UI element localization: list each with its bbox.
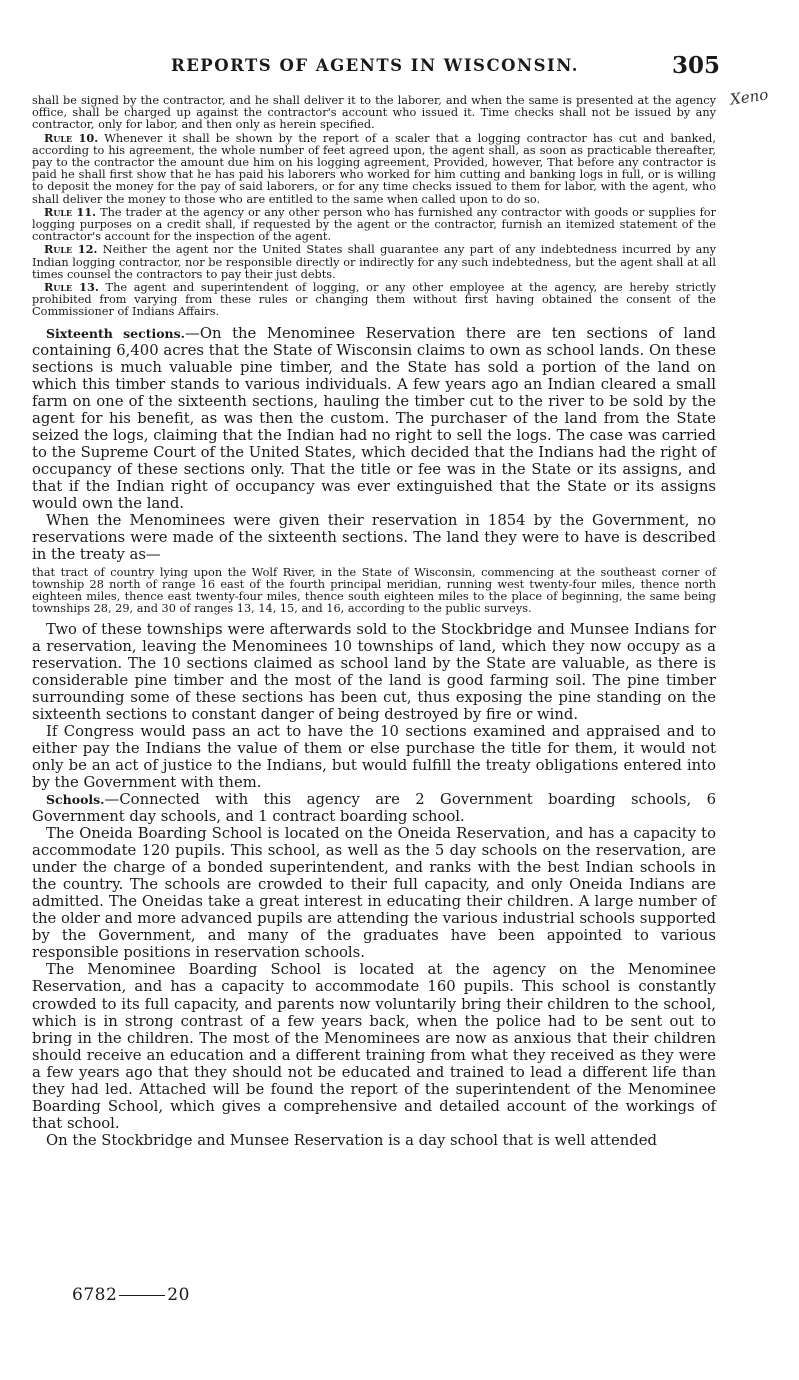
- section-heading: Sixteenth sections.: [46, 325, 186, 341]
- rule-13: [32, 281, 716, 319]
- rule-text: The agent and superintendent of logging, or any other employee at the agency, are hereby strictly prohibited from varying from these rules or changing them without first having obtained the consent of the Commissioner of Indians Affairs.: [32, 281, 716, 319]
- sixteenth-sections: [32, 325, 716, 791]
- paragraph: On the Stockbridge and Munsee Reservation is a day school that is well attended: [46, 1131, 657, 1149]
- running-title: REPORTS OF AGENTS IN WISCONSIN.: [171, 56, 579, 75]
- rule-label: Rule 10.: [44, 130, 99, 145]
- rule-label: Rule 11.: [44, 204, 97, 219]
- paragraph: If Congress would pass an act to have the 10 sections examined and appraised and to either pay the Indians the value of them or else purchase the title for them, it would not only be an act of justice to the Indians, but would fulfill the treaty obligations entered into by the Government with them.: [32, 722, 716, 791]
- rule-continuation: shall be signed by the contractor, and he shall deliver it to the laborer, and when the same is presented at the agency office, shall be charged up against the contractor's account who issued it. Time checks shall not be issued by any contractor, only for labor, and then only as herein specified.: [32, 94, 716, 132]
- quote-text: that tract of country lying upon the Wolf River, in the State of Wisconsin, commencing at the southeast corner of township 28 north of range 16 east of the fourth principal meridian, running west twenty-four miles, thence north eighteen miles, thence east twenty-four miles, thence south eighteen miles to the place of beginning, the same being townships 28, 29, and 30 of ranges 13, 14, 15, and 16, according to the public surveys.: [32, 566, 716, 615]
- page-content: [32, 95, 716, 1149]
- paragraph: When the Menominees were given their reservation in 1854 by the Government, no reservations were made of the sixteenth sections. The land they were to have is described in the treaty as—: [32, 512, 716, 564]
- rule-text: Neither the agent nor the United States shall guarantee any part of any indebtedness incurred by any Indian logging contractor, nor be responsible directly or indirectly for any such indebtedness, but the agent shall at all times counsel the contractors to pay their just debts.: [32, 243, 716, 281]
- printer-signature: 6782 20: [72, 1285, 190, 1305]
- section-heading: Schools.: [46, 791, 105, 807]
- logging-rules: [32, 95, 716, 319]
- rule-12: [32, 243, 716, 281]
- paragraph: Schools.—Connected with this agency are 2 Government boarding schools, 6 Government day schools, and 1 contract boarding school.: [32, 790, 716, 826]
- paragraph: The Menominee Boarding School is located at the agency on the Menominee Reservation, and has a capacity to accommodate 160 pupils. This school is constantly crowded to its full capacity, and parents now voluntarily bring their children to the school, which is in strong contrast of a few years back, when the police had to be sent out to bring in the children. The most of the Menominees are now as anxious that their children should receive an education and a different training from what they received as they were a few years ago that they should not be educated and trained to lead a different life than they had led. Attached will be found the report of the superintendent of the Menominee Boarding School, which gives a comprehensive and detailed account of the workings of that school.: [32, 961, 716, 1132]
- rule-10: [32, 132, 716, 206]
- rule-label: Rule 12.: [44, 242, 98, 257]
- page-number: 305: [671, 52, 720, 79]
- rule-label: Rule 13.: [44, 280, 99, 295]
- treaty-quote: [32, 567, 716, 614]
- rule-text: The trader at the agency or any other person who has furnished any contractor with goods or supplies for logging purposes on a credit shall, if requested by the agent or the contractor, furnish an itemized statement of the contractor's account for the inspection of the agent.: [32, 205, 716, 244]
- rule-text: Whenever it shall be shown by the report of a scaler that a logging contractor has cut and banked, according to his agreement, the whole number of feet agreed upon, the agent shall, as soon as practicable thereafter, pay to the contractor the amount due him on his logging agreement, Provided, however, That before any contractor is paid he shall first show that he has paid his laborers who worked for him cutting and banking logs in full, or is willing to deposit the money for the pay of said laborers, or for any time checks issued to them for labor, with the agent, who shall deliver the money to those who are entitled to the same when called upon to do so.: [32, 131, 716, 206]
- schools-section: [32, 791, 716, 1149]
- handwritten-margin-note: Xeno: [728, 85, 770, 109]
- paragraph: Sixteenth sections.—On the Menominee Reservation there are ten sections of land containing 6,400 acres that the State of Wisconsin claims to own as school lands. On these sections is much valuable pine timber, and the State has sold a portion of the land on which this timber stands to various individuals. A few years ago an Indian cleared a small farm on one of the sixteenth sections, hauling the timber cut to the river to be sold by the agent for his benefit, as was then the custom. The purchaser of the land from the State seized the logs, claiming that the Indian had no right to sell the logs. The case was carried to the Supreme Court of the United States, which decided that the Indians had the right of occupancy of these sections only. That the title or fee was in the State or its assigns, and that if the Indian right of occupancy was ever extinguished that the State or its assigns would own the land.: [32, 324, 716, 513]
- page-header: [30, 52, 720, 82]
- paragraph: Two of these townships were afterwards sold to the Stockbridge and Munsee Indians for a reservation, leaving the Menominees 10 townships of land, which they now occupy as a reservation. The 10 sections claimed as school land by the State are valuable, as there is considerable pine timber and the most of the land is good farming soil. The pine timber surrounding some of these sections has been cut, thus exposing the pine standing on the sixteenth sections to constant danger of being destroyed by fire or wind.: [32, 620, 716, 723]
- rule-11: [32, 206, 716, 244]
- signature-dash: [119, 1295, 165, 1296]
- paragraph: The Oneida Boarding School is located on the Oneida Reservation, and has a capacity to accommodate 120 pupils. This school, as well as the 5 day schools on the reservation, are under the charge of a bonded superintendent, and ranks with the best Indian schools in the country. The schools are crowded to their full capacity, and only Oneida Indians are admitted. The Oneidas take a great interest in educating their children. A large number of the older and more advanced pupils are attending the various industrial schools supported by the Government, and many of the graduates have been appointed to various responsible positions in reservation schools.: [32, 825, 716, 962]
